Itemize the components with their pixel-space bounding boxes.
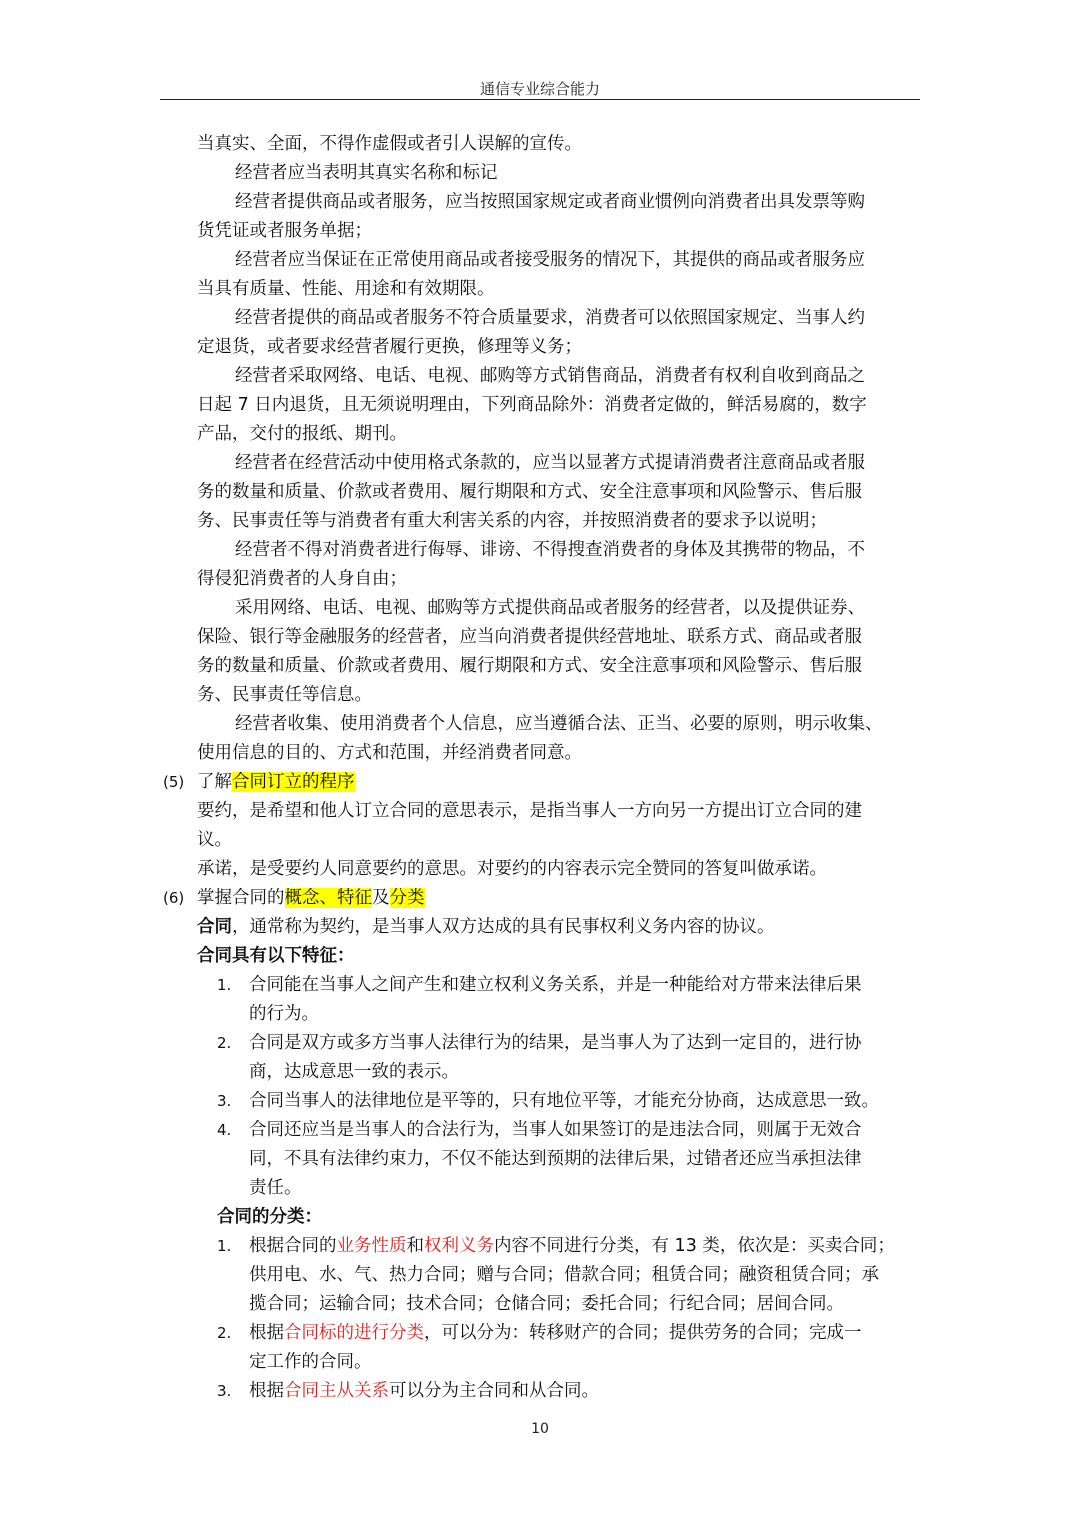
text-line: 当真实、全面，不得作虚假或者引人误解的宣传。 — [197, 134, 582, 154]
list-item — [197, 1116, 917, 1203]
contract-definition — [197, 913, 917, 942]
text-line: 合同还应当是当事人的合法行为，当事人如果签订的是违法合同，则属于无效合 — [249, 1120, 862, 1140]
classification-list — [197, 1232, 917, 1406]
text-span: ，可以分为：转移财产的合同；提供劳务的合同；完成一 — [424, 1323, 862, 1343]
heading-prefix: 掌握合同的 — [197, 888, 285, 908]
list-item — [197, 1087, 917, 1116]
highlighted-separator: 、 — [319, 888, 337, 908]
text-line: 产品，交付的报纸、期刊。 — [197, 424, 407, 444]
text-line: 责任。 — [249, 1178, 302, 1198]
text-span: 根据合同的 — [249, 1236, 337, 1256]
heading-prefix: 了解 — [197, 772, 232, 792]
list-number: 2. — [217, 1324, 232, 1342]
list-number: 1. — [217, 976, 232, 994]
list-item — [197, 1029, 917, 1087]
paragraph-offer — [197, 797, 917, 855]
text-line: 合同是双方或多方当事人法律行为的结果，是当事人为了达到一定目的，进行协 — [249, 1033, 862, 1053]
text-line: 供用电、水、气、热力合同；赠与合同；借款合同；租赁合同；融资租赁合同；承 — [249, 1265, 879, 1285]
text-line: 务、民事责任等与消费者有重大利害关系的内容，并按照消费者的要求予以说明； — [197, 511, 827, 531]
header-title: 通信专业综合能力 — [479, 80, 600, 98]
paragraph-personal-freedom — [197, 536, 917, 594]
list-number: 1. — [217, 1237, 232, 1255]
text-line: 经营者不得对消费者进行侮辱、诽谤、不得搜查消费者的身体及其携带的物品，不 — [235, 540, 865, 560]
text-line: 合同能在当事人之间产生和建立权利义务关系，并是一种能给对方带来法律后果 — [249, 975, 862, 995]
text-span: 根据 — [249, 1381, 284, 1401]
text-line: 得侵犯消费者的人身自由； — [197, 569, 407, 589]
text-line: 定工作的合同。 — [249, 1352, 372, 1372]
highlighted-term: 分类 — [389, 888, 425, 908]
text-line: 定退货，或者要求经营者履行更换，修理等义务； — [197, 337, 582, 357]
text-line: 的行为。 — [249, 1004, 319, 1024]
paragraph-acceptance: 承诺，是受要约人同意要约的意思。对要约的内容表示完全赞同的答复叫做承诺。 — [197, 859, 827, 879]
definition-text: ，通常称为契约，是当事人双方达成的具有民事权利义务内容的协议。 — [232, 917, 775, 937]
list-number: 2. — [217, 1034, 232, 1052]
text-span: 根据 — [249, 1323, 284, 1343]
document-body — [163, 130, 917, 1406]
text-line: 经营者采取网络、电话、电视、邮购等方式销售商品，消费者有权利自收到商品之 — [235, 366, 865, 386]
paragraph-remote-sales-info — [197, 594, 917, 710]
section-number: (5) — [163, 773, 185, 791]
text-line: 经营者在经营活动中使用格式条款的，应当以显著方式提请消费者注意商品或者服 — [235, 453, 865, 473]
red-term: 合同主从关系 — [284, 1381, 389, 1401]
text-line: 经营者提供商品或者服务，应当按照国家规定或者商业惯例向消费者出具发票等购 — [235, 192, 865, 212]
text-line: 务、民事责任等信息。 — [197, 685, 372, 705]
text-line: 经营者收集、使用消费者个人信息，应当遵循合法、正当、必要的原则，明示收集、 — [235, 714, 883, 734]
features-title: 合同具有以下特征： — [197, 946, 355, 966]
text-span: 和 — [406, 1236, 424, 1256]
paragraph-return-repair — [197, 304, 917, 362]
list-number: 4. — [217, 1121, 232, 1139]
text-line: 经营者应当保证在正常使用商品或者接受服务的情况下，其提供的商品或者服务应 — [235, 250, 865, 270]
paragraph-continuation — [197, 130, 917, 159]
highlighted-term: 概念 — [284, 888, 320, 908]
section-5-heading — [163, 768, 917, 797]
red-term: 业务性质 — [336, 1236, 407, 1256]
page-number: 10 — [531, 1421, 549, 1437]
red-term: 权利义务 — [424, 1236, 494, 1256]
text-line: 务的数量和质量、价款或者费用、履行期限和方式、安全注意事项和风险警示、售后服 — [197, 656, 862, 676]
text-line: 议。 — [197, 830, 232, 850]
definition-term: 合同 — [197, 917, 232, 937]
text-line: 使用信息的目的、方式和范围，并经消费者同意。 — [197, 743, 582, 763]
paragraph-personal-info — [197, 710, 917, 768]
text-line: 保险、银行等金融服务的经营者，应当向消费者提供经营地址、联系方式、商品或者服 — [197, 627, 862, 647]
text-line: 经营者应当表明其真实名称和标记 — [235, 163, 498, 183]
heading-separator: 及 — [372, 888, 390, 908]
text-span: 可以分为主合同和从合同。 — [389, 1381, 599, 1401]
highlighted-term: 合同订立的程序 — [232, 772, 355, 792]
text-line: 合同当事人的法律地位是平等的，只有地位平等，才能充分协商，达成意思一致。 — [249, 1091, 879, 1111]
text-line: 货凭证或者服务单据； — [197, 221, 372, 241]
features-list — [197, 971, 917, 1203]
text-line: 当具有质量、性能、用途和有效期限。 — [197, 279, 495, 299]
text-line: 日起 7 日内退货，且无须说明理由，下列商品除外：消费者定做的，鲜活易腐的，数字 — [197, 395, 867, 415]
section-number: (6) — [163, 889, 185, 907]
red-term: 合同标的进行分类 — [284, 1323, 424, 1343]
classification-title: 合同的分类： — [217, 1207, 322, 1227]
list-item — [197, 1377, 917, 1406]
text-line: 经营者提供的商品或者服务不符合质量要求，消费者可以依照国家规定、当事人约 — [235, 308, 865, 328]
highlighted-term: 特征 — [337, 888, 372, 908]
paragraph-seven-day-return — [197, 362, 917, 449]
text-line: 务的数量和质量、价款或者费用、履行期限和方式、安全注意事项和风险警示、售后服 — [197, 482, 862, 502]
text-line: 商，达成意思一致的表示。 — [249, 1062, 459, 1082]
paragraph-quality-guarantee — [197, 246, 917, 304]
list-number: 3. — [217, 1382, 232, 1400]
list-number: 3. — [217, 1092, 232, 1110]
section-6-heading — [163, 884, 917, 913]
text-line: 要约，是希望和他人订立合同的意思表示，是指当事人一方向另一方提出订立合同的建 — [197, 801, 862, 821]
paragraph-format-clauses — [197, 449, 917, 536]
list-item — [197, 971, 917, 1029]
text-line: 采用网络、电话、电视、邮购等方式提供商品或者服务的经营者，以及提供证券、 — [235, 598, 865, 618]
list-item — [197, 1232, 917, 1319]
text-span: 内容不同进行分类，有 13 类，依次是：买卖合同； — [494, 1236, 895, 1256]
text-line: 同，不具有法律约束力，不仅不能达到预期的法律后果，过错者还应当承担法律 — [249, 1149, 862, 1169]
paragraph-name-marking — [197, 159, 917, 188]
text-line: 揽合同；运输合同；技术合同；仓储合同；委托合同；行纪合同；居间合同。 — [249, 1294, 844, 1314]
list-item — [197, 1319, 917, 1377]
paragraph-invoice — [197, 188, 917, 246]
header-rule — [160, 99, 920, 100]
